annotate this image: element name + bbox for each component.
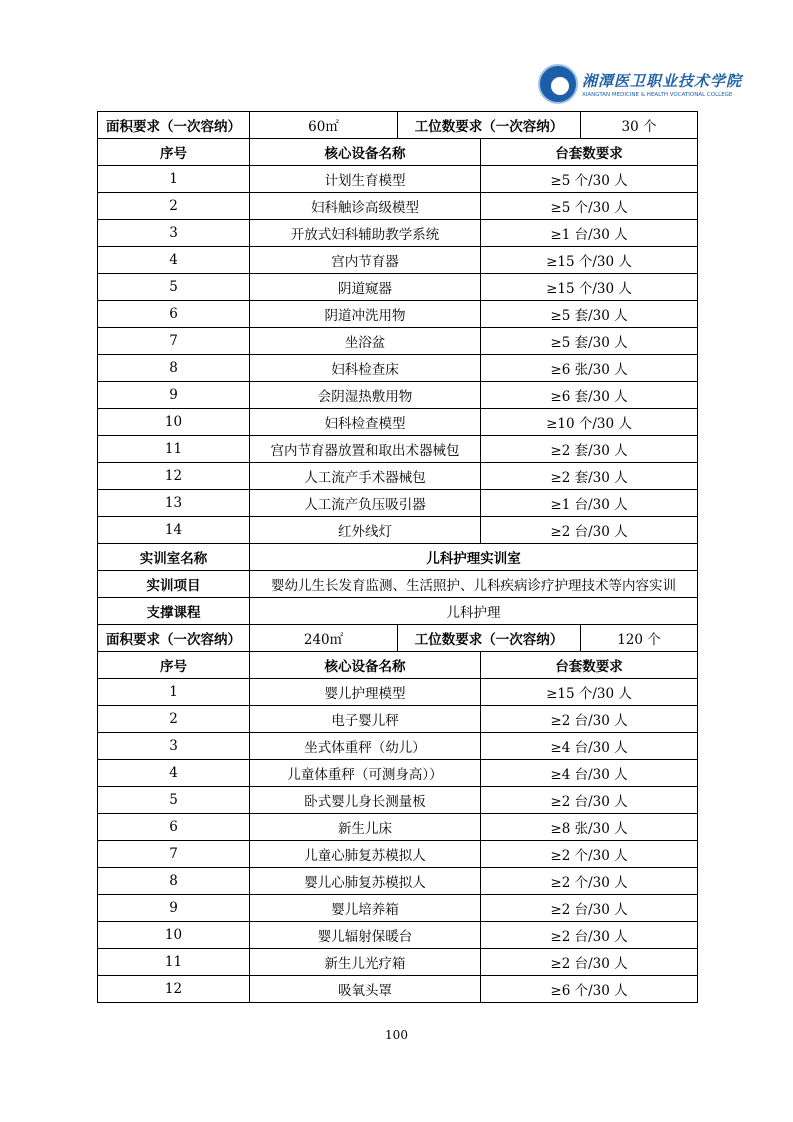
- stations-value: 120 个: [581, 625, 698, 652]
- item-no: 11: [98, 949, 250, 976]
- item-no: 12: [98, 976, 250, 1003]
- table-row: [98, 220, 698, 247]
- seq-header: 序号: [98, 139, 250, 166]
- quantity-header: 台套数要求: [481, 652, 698, 679]
- table-row: [98, 517, 698, 544]
- item-no: 10: [98, 409, 250, 436]
- table-row: [98, 706, 698, 733]
- item-name: 吸氧头罩: [250, 976, 481, 1003]
- item-name: 妇科检查模型: [250, 409, 481, 436]
- item-no: 3: [98, 220, 250, 247]
- item-qty: ≥5 个/30 人: [481, 166, 698, 193]
- table-row: [98, 409, 698, 436]
- equipment-table: [97, 111, 698, 1003]
- room-name-row: [98, 544, 698, 571]
- item-name: 宫内节育器放置和取出术器械包: [250, 436, 481, 463]
- table-row: [98, 787, 698, 814]
- item-no: 6: [98, 814, 250, 841]
- item-no: 9: [98, 382, 250, 409]
- item-no: 6: [98, 301, 250, 328]
- item-name: 婴儿培养箱: [250, 895, 481, 922]
- item-name: 会阴湿热敷用物: [250, 382, 481, 409]
- table-row: [98, 301, 698, 328]
- item-no: 8: [98, 355, 250, 382]
- item-name: 妇科检查床: [250, 355, 481, 382]
- table-row: [98, 193, 698, 220]
- item-name: 红外线灯: [250, 517, 481, 544]
- item-qty: ≥5 套/30 人: [481, 328, 698, 355]
- stations-label: 工位数要求（一次容纳）: [398, 625, 581, 652]
- room-name-label: 实训室名称: [98, 544, 250, 571]
- item-name: 坐式体重秤（幼儿）: [250, 733, 481, 760]
- item-qty: ≥10 个/30 人: [481, 409, 698, 436]
- item-no: 8: [98, 868, 250, 895]
- area-label: 面积要求（一次容纳）: [98, 625, 250, 652]
- area-row: [98, 112, 698, 139]
- table-row: [98, 814, 698, 841]
- item-no: 14: [98, 517, 250, 544]
- table-row: [98, 679, 698, 706]
- item-qty: ≥2 台/30 人: [481, 949, 698, 976]
- item-name: 新生儿光疗箱: [250, 949, 481, 976]
- item-qty: ≥1 台/30 人: [481, 220, 698, 247]
- item-qty: ≥2 套/30 人: [481, 436, 698, 463]
- header-row: [98, 139, 698, 166]
- area-value: 60㎡: [250, 112, 398, 139]
- quantity-header: 台套数要求: [481, 139, 698, 166]
- item-qty: ≥2 台/30 人: [481, 895, 698, 922]
- item-no: 7: [98, 841, 250, 868]
- table-row: [98, 841, 698, 868]
- item-no: 4: [98, 247, 250, 274]
- project-label: 实训项目: [98, 571, 250, 598]
- item-qty: ≥2 套/30 人: [481, 463, 698, 490]
- item-name: 儿童心肺复苏模拟人: [250, 841, 481, 868]
- item-no: 10: [98, 922, 250, 949]
- item-name: 计划生育模型: [250, 166, 481, 193]
- item-name: 人工流产负压吸引器: [250, 490, 481, 517]
- item-no: 1: [98, 166, 250, 193]
- item-no: 9: [98, 895, 250, 922]
- seq-header: 序号: [98, 652, 250, 679]
- table-row: [98, 355, 698, 382]
- item-qty: ≥2 台/30 人: [481, 787, 698, 814]
- item-qty: ≥1 台/30 人: [481, 490, 698, 517]
- item-qty: ≥5 个/30 人: [481, 193, 698, 220]
- item-no: 12: [98, 463, 250, 490]
- stations-value: 30 个: [581, 112, 698, 139]
- item-qty: ≥2 台/30 人: [481, 706, 698, 733]
- item-name: 宫内节育器: [250, 247, 481, 274]
- page-number: 100: [385, 1028, 408, 1042]
- table-row: [98, 895, 698, 922]
- table-row: [98, 760, 698, 787]
- item-name: 新生儿床: [250, 814, 481, 841]
- table-row: [98, 166, 698, 193]
- table-row: [98, 949, 698, 976]
- item-no: 11: [98, 436, 250, 463]
- table-row: [98, 274, 698, 301]
- item-name: 坐浴盆: [250, 328, 481, 355]
- header-row: [98, 652, 698, 679]
- item-qty: ≥5 套/30 人: [481, 301, 698, 328]
- item-name: 阴道冲洗用物: [250, 301, 481, 328]
- item-qty: ≥2 台/30 人: [481, 517, 698, 544]
- item-no: 13: [98, 490, 250, 517]
- table-row: [98, 868, 698, 895]
- item-no: 1: [98, 679, 250, 706]
- item-no: 2: [98, 706, 250, 733]
- item-qty: ≥4 台/30 人: [481, 760, 698, 787]
- item-name: 阴道窥器: [250, 274, 481, 301]
- item-name: 婴儿心肺复苏模拟人: [250, 868, 481, 895]
- item-name: 电子婴儿秤: [250, 706, 481, 733]
- equipment-header: 核心设备名称: [250, 652, 481, 679]
- item-qty: ≥6 个/30 人: [481, 976, 698, 1003]
- stations-label: 工位数要求（一次容纳）: [398, 112, 581, 139]
- course-value: 儿科护理: [250, 598, 698, 625]
- project-value: 婴幼儿生长发育监测、生活照护、儿科疾病诊疗护理技术等内容实训: [250, 571, 698, 598]
- table-row: [98, 733, 698, 760]
- table-row: [98, 382, 698, 409]
- table-row: [98, 328, 698, 355]
- table-row: [98, 490, 698, 517]
- item-name: 婴儿护理模型: [250, 679, 481, 706]
- item-qty: ≥6 套/30 人: [481, 382, 698, 409]
- item-qty: ≥2 个/30 人: [481, 868, 698, 895]
- table-row: [98, 976, 698, 1003]
- area-label: 面积要求（一次容纳）: [98, 112, 250, 139]
- table-row: [98, 463, 698, 490]
- item-qty: ≥2 台/30 人: [481, 922, 698, 949]
- item-name: 妇科触诊高级模型: [250, 193, 481, 220]
- item-qty: ≥6 张/30 人: [481, 355, 698, 382]
- room-name-value: 儿科护理实训室: [250, 544, 698, 571]
- item-qty: ≥8 张/30 人: [481, 814, 698, 841]
- item-qty: ≥15 个/30 人: [481, 679, 698, 706]
- item-no: 4: [98, 760, 250, 787]
- item-no: 5: [98, 274, 250, 301]
- area-row: [98, 625, 698, 652]
- item-qty: ≥15 个/30 人: [481, 247, 698, 274]
- project-row: [98, 571, 698, 598]
- item-qty: ≥15 个/30 人: [481, 274, 698, 301]
- item-no: 2: [98, 193, 250, 220]
- item-name: 卧式婴儿身长测量板: [250, 787, 481, 814]
- school-name: 湘潭医卫职业技术学院: [582, 72, 743, 90]
- item-name: 人工流产手术器械包: [250, 463, 481, 490]
- school-logo: [538, 64, 743, 108]
- table-row: [98, 436, 698, 463]
- item-qty: ≥2 个/30 人: [481, 841, 698, 868]
- table-row: [98, 247, 698, 274]
- item-name: 儿童体重秤（可测身高））: [250, 760, 481, 787]
- item-name: 婴儿辐射保暖台: [250, 922, 481, 949]
- area-value: 240㎡: [250, 625, 398, 652]
- school-name-en: XIANGTAN MEDICINE & HEALTH VOCATIONAL COLLEGE: [582, 92, 733, 98]
- course-label: 支撑课程: [98, 598, 250, 625]
- item-name: 开放式妇科辅助教学系统: [250, 220, 481, 247]
- course-row: [98, 598, 698, 625]
- school-emblem-icon: [538, 64, 578, 104]
- item-qty: ≥4 台/30 人: [481, 733, 698, 760]
- item-no: 5: [98, 787, 250, 814]
- equipment-header: 核心设备名称: [250, 139, 481, 166]
- table-row: [98, 922, 698, 949]
- item-no: 7: [98, 328, 250, 355]
- item-no: 3: [98, 733, 250, 760]
